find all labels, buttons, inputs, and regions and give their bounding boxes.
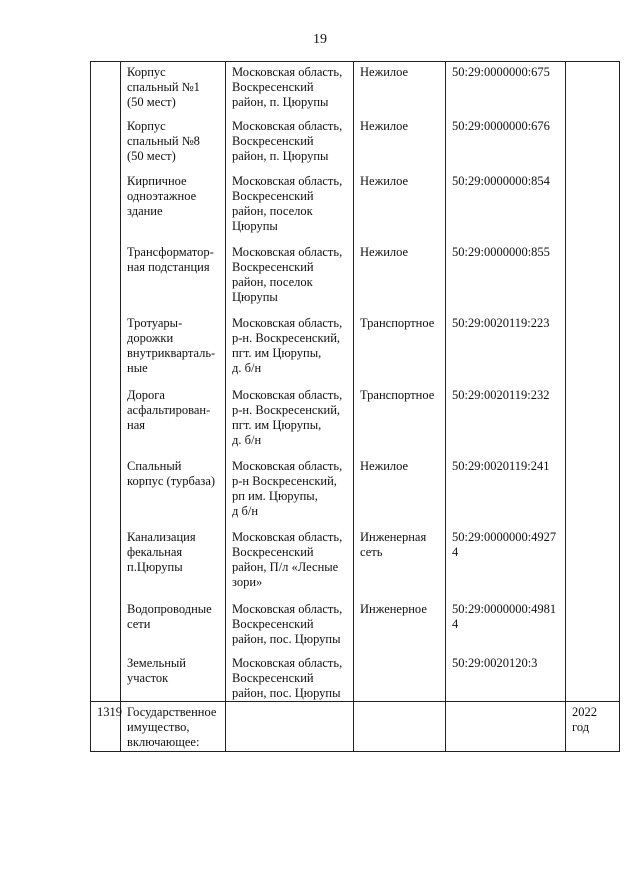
cell-text-line: внутрикварталь- (127, 345, 216, 360)
cadastral-number-cell (446, 171, 566, 242)
cell-text-line: Московская область, (232, 65, 343, 79)
cell-text-line: год (572, 719, 590, 734)
cell-text-line: ная подстанция (127, 259, 210, 274)
cell-text-line: д. б/н (232, 432, 262, 447)
cell-text-line: спальный №1 (127, 80, 200, 94)
cell-text-line: зори» (232, 574, 263, 589)
cell-text-line: ные (127, 360, 148, 375)
register-body (91, 62, 620, 752)
cell-text-line: район, поселок (232, 274, 313, 289)
address-cell (226, 62, 354, 116)
purpose-cell (354, 456, 446, 527)
cell-text-line: одноэтажное (127, 188, 197, 203)
cell-text-line: 50:29:0000000:4981 (452, 601, 557, 616)
cell-text-line: имущество, (127, 719, 190, 734)
address-cell (226, 527, 354, 599)
cadastral-number-cell (446, 116, 566, 171)
table-row (91, 385, 620, 456)
cadastral-number-cell (446, 701, 566, 751)
address-cell (226, 242, 354, 313)
year-cell (566, 653, 620, 702)
cell-text-line: сеть (360, 544, 383, 559)
cell-text-line: Канализация (127, 529, 196, 544)
cell-text-line: Транспортное (360, 387, 435, 402)
cell-text-line: Воскресенский (232, 259, 314, 274)
table-row (91, 456, 620, 527)
cell-text-line: Московская область, (232, 118, 343, 133)
cell-text-line: Цюрупы (232, 289, 278, 304)
cell-text-line: Нежилое (360, 173, 409, 188)
cell-text-line: Цюрупы (232, 218, 278, 233)
table-row (91, 171, 620, 242)
cell-text-line: Кирпичное (127, 173, 187, 188)
table-row (91, 527, 620, 599)
cell-text-line: Московская область, (232, 601, 343, 616)
cadastral-number-cell (446, 527, 566, 599)
object-name-cell (121, 313, 226, 385)
cell-text-line: (50 мест) (127, 95, 176, 109)
object-name-cell (121, 653, 226, 702)
property-register-table (90, 61, 620, 752)
purpose-cell (354, 385, 446, 456)
cell-text-line: Московская область, (232, 173, 343, 188)
table-row (91, 116, 620, 171)
cell-text-line: рп им. Цюрупы, (232, 488, 318, 503)
cell-text-line: Корпус (127, 118, 166, 133)
cadastral-number-cell (446, 313, 566, 385)
cell-text-line: Земельный (127, 655, 186, 670)
cell-text-line: 50:29:0000000:676 (452, 118, 550, 133)
cell-text-line: здание (127, 203, 163, 218)
cell-text-line: спальный №8 (127, 133, 200, 148)
table-row (91, 701, 620, 751)
cell-text-line: 50:29:0000000:854 (452, 173, 550, 188)
table-row (91, 653, 620, 702)
cell-text-line: 50:29:0020119:223 (452, 315, 550, 330)
year-cell (566, 527, 620, 599)
cell-text-line: 50:29:0020119:241 (452, 458, 550, 473)
cadastral-number-cell (446, 385, 566, 456)
cell-text-line: дорожки (127, 330, 174, 345)
cell-text-line: Государственное (127, 704, 217, 719)
cell-text-line: Московская область, (232, 529, 343, 544)
cell-text-line: фекальная (127, 544, 183, 559)
cell-text-line: 4 (452, 616, 459, 631)
cell-text-line: Тротуары- (127, 315, 183, 330)
cell-text-line: 4 (452, 544, 459, 559)
row-number-cell (91, 527, 121, 599)
cell-text-line: Нежилое (360, 244, 409, 259)
year-cell (566, 116, 620, 171)
cell-text-line: 50:29:0000000:855 (452, 244, 550, 259)
row-number-cell (91, 701, 121, 751)
row-number-cell (91, 653, 121, 702)
address-cell (226, 701, 354, 751)
row-number-cell (91, 313, 121, 385)
cell-text-line: Инженерное (360, 601, 427, 616)
cell-text-line: (50 мест) (127, 148, 176, 163)
row-number-cell (91, 171, 121, 242)
cell-text-line: участок (127, 670, 169, 685)
purpose-cell (354, 62, 446, 116)
object-name-cell (121, 385, 226, 456)
year-cell (566, 171, 620, 242)
cell-text-line: сети (127, 616, 151, 631)
purpose-cell (354, 527, 446, 599)
cadastral-number-cell (446, 456, 566, 527)
year-cell (566, 599, 620, 653)
cell-text-line: Московская область, (232, 244, 343, 259)
cell-text-line: Инженерная (360, 529, 427, 544)
cell-text-line: Воскресенский (232, 670, 314, 685)
cell-text-line: включающее: (127, 734, 200, 749)
row-number-cell (91, 456, 121, 527)
cell-text-line: Водопроводные (127, 601, 212, 616)
table-row (91, 242, 620, 313)
row-number-cell (91, 599, 121, 653)
cell-text-line: Корпус (127, 65, 166, 79)
cell-text-line: пгт. им Цюрупы, (232, 417, 322, 432)
cell-text-line: Спальный (127, 458, 182, 473)
cell-text-line: Нежилое (360, 458, 409, 473)
cell-text-line: Московская область, (232, 458, 343, 473)
cadastral-number-cell (446, 599, 566, 653)
page-number: 19 (313, 32, 327, 47)
row-number-cell (91, 385, 121, 456)
row-number-cell (91, 116, 121, 171)
address-cell (226, 653, 354, 702)
row-number-cell (91, 242, 121, 313)
cell-text-line: район, поселок (232, 203, 313, 218)
cell-text-line: ная (127, 417, 145, 432)
cell-text-line: Транспортное (360, 315, 435, 330)
purpose-cell (354, 653, 446, 702)
cell-text-line: р-н Воскресенский, (232, 473, 337, 488)
year-cell (566, 385, 620, 456)
cell-text-line: Трансформатор- (127, 244, 214, 259)
cell-text-line: 50:29:0020119:232 (452, 387, 550, 402)
address-cell (226, 116, 354, 171)
object-name-cell (121, 701, 226, 751)
cell-text-line: д б/н (232, 503, 259, 518)
cell-text-line: Воскресенский (232, 616, 314, 631)
address-cell (226, 313, 354, 385)
cell-text-line: район, п. Цюрупы (232, 95, 329, 109)
purpose-cell (354, 242, 446, 313)
purpose-cell (354, 171, 446, 242)
cell-text-line: 1319 (97, 704, 122, 719)
table-row (91, 313, 620, 385)
cell-text-line: район, пос. Цюрупы (232, 631, 341, 646)
object-name-cell (121, 116, 226, 171)
cadastral-number-cell (446, 62, 566, 116)
year-cell (566, 701, 620, 751)
cell-text-line: р-н. Воскресенский, (232, 402, 341, 417)
cell-text-line: Московская область, (232, 387, 343, 402)
purpose-cell (354, 599, 446, 653)
cell-text-line: Московская область, (232, 655, 343, 670)
cell-text-line: корпус (турбаза) (127, 473, 216, 488)
year-cell (566, 456, 620, 527)
cadastral-number-cell (446, 242, 566, 313)
purpose-cell (354, 701, 446, 751)
row-number-cell (91, 62, 121, 116)
cell-text-line: 50:29:0000000:675 (452, 65, 550, 79)
cell-text-line: д. б/н (232, 360, 262, 375)
year-cell (566, 242, 620, 313)
cell-text-line: п.Цюрупы (127, 559, 183, 574)
cell-text-line: Дорога (127, 387, 165, 402)
object-name-cell (121, 242, 226, 313)
table-row (91, 62, 620, 116)
object-name-cell (121, 456, 226, 527)
year-cell (566, 313, 620, 385)
purpose-cell (354, 116, 446, 171)
cell-text-line: 2022 (572, 704, 597, 719)
address-cell (226, 599, 354, 653)
cell-text-line: Нежилое (360, 118, 409, 133)
table-row (91, 599, 620, 653)
cell-text-line: р-н. Воскресенский, (232, 330, 341, 345)
cell-text-line: 50:29:0020120:3 (452, 655, 538, 670)
cadastral-number-cell (446, 653, 566, 702)
address-cell (226, 385, 354, 456)
object-name-cell (121, 171, 226, 242)
cell-text-line: район, П/л «Лесные (232, 559, 339, 574)
cell-text-line: Нежилое (360, 65, 409, 79)
object-name-cell (121, 527, 226, 599)
object-name-cell (121, 599, 226, 653)
cell-text-line: 50:29:0000000:4927 (452, 529, 557, 544)
cell-text-line: Воскресенский (232, 133, 314, 148)
purpose-cell (354, 313, 446, 385)
cell-text-line: асфальтирован- (127, 402, 211, 417)
year-cell (566, 62, 620, 116)
cell-text-line: район, п. Цюрупы (232, 148, 329, 163)
object-name-cell (121, 62, 226, 116)
cell-text-line: Воскресенский (232, 80, 314, 94)
cell-text-line: пгт. им Цюрупы, (232, 345, 322, 360)
cell-text-line: район, пос. Цюрупы (232, 685, 341, 700)
cell-text-line: Московская область, (232, 315, 343, 330)
address-cell (226, 456, 354, 527)
cell-text-line: Воскресенский (232, 544, 314, 559)
cell-text-line: Воскресенский (232, 188, 314, 203)
address-cell (226, 171, 354, 242)
